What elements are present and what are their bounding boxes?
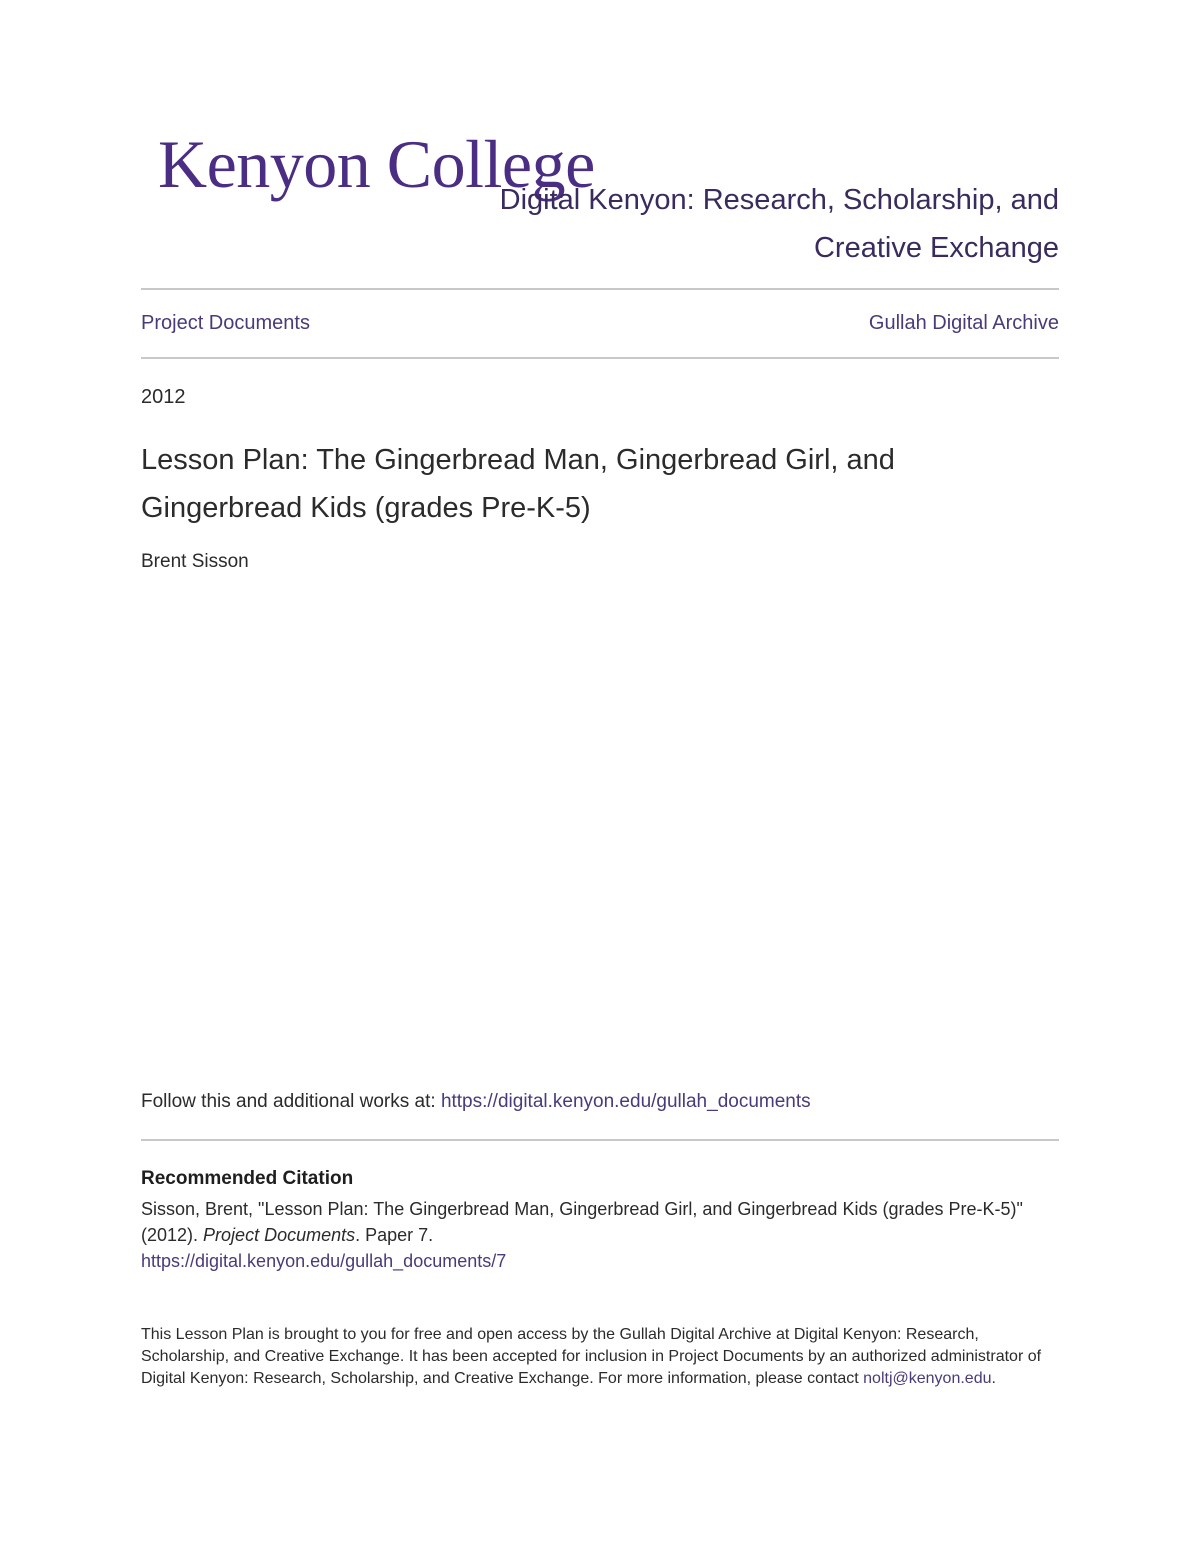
access-notice [141, 1324, 1046, 1390]
citation-series: Project Documents [203, 1225, 356, 1245]
citation-paper: . Paper 7. [355, 1225, 434, 1245]
collection-url-link[interactable]: https://digital.kenyon.edu/gullah_documents [440, 1091, 811, 1112]
citation-text: Sisson, Brent, "Lesson Plan: The Gingerbread Man, Gingerbread Girl, and Gingerbread Kids (grades Pre-K-5)" (2012). [141, 1199, 1023, 1245]
publication-year: 2012 [141, 386, 186, 408]
citation-url-link[interactable]: https://digital.kenyon.edu/gullah_documents/7 [141, 1251, 507, 1271]
follow-works-line [141, 1091, 811, 1113]
divider-citation [141, 1139, 1059, 1141]
notice-end: . [991, 1370, 996, 1387]
recommended-citation-heading: Recommended Citation [141, 1168, 354, 1189]
contact-email-link[interactable]: noltj@kenyon.edu [863, 1370, 992, 1387]
citation-block [141, 1196, 1046, 1274]
notice-text: This Lesson Plan is brought to you for free and open access by the Gullah Digital Archive at Digital Kenyon: Research, Scholarship, and Creative Exchange. It has been accepted for inclusion in Project Documents by an authorized administrator of Digital Kenyon: Research, Scholarship, and Creative Exchange. For more information, please contact [141, 1326, 1042, 1387]
repository-title: Digital Kenyon: Research, Scholarship, and Creative Exchange [499, 184, 1059, 264]
follow-prefix: Follow this and additional works at: [141, 1091, 441, 1112]
divider-top [141, 288, 1059, 290]
project-documents-link[interactable]: Project Documents [141, 312, 310, 334]
gullah-digital-archive-link[interactable]: Gullah Digital Archive [868, 312, 1059, 334]
document-title: Lesson Plan: The Gingerbread Man, Gingerbread Girl, and Gingerbread Kids (grades Pre-K-5) [141, 444, 895, 524]
author-name: Brent Sisson [141, 551, 249, 572]
kenyon-college-logo: Kenyon College [158, 126, 595, 202]
divider-nav [141, 357, 1059, 359]
